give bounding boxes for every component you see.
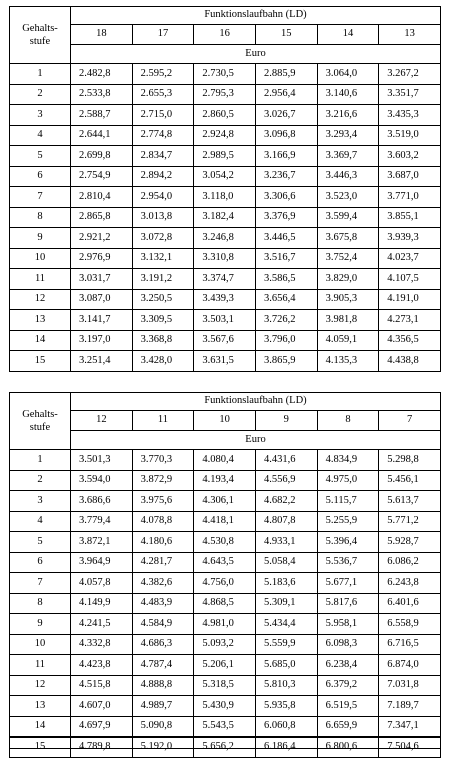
gehaltsstufe-cell: 5 [10,532,71,553]
salary-cell: 2.924,8 [194,125,256,146]
salary-cell: 3.779,4 [71,511,133,532]
salary-cell: 3.026,7 [255,105,317,126]
salary-cell: 6.874,0 [379,655,441,676]
salary-cell: 3.594,0 [71,470,133,491]
salary-cell: 3.599,4 [317,207,379,228]
table-row [10,351,441,372]
salary-cell: 4.431,6 [255,450,317,471]
salary-cell: 3.309,5 [132,310,194,331]
salary-cell: 6.238,4 [317,655,379,676]
salary-cell: 3.829,0 [317,269,379,290]
salary-cell: 4.438,8 [379,351,441,372]
table-body [10,450,441,758]
salary-cell: 2.865,8 [71,207,133,228]
salary-cell: 5.810,3 [255,675,317,696]
salary-cell: 3.872,9 [132,470,194,491]
salary-cell: 4.787,4 [132,655,194,676]
salary-cell: 4.686,3 [132,634,194,655]
column-header: 14 [317,25,379,45]
salary-cell: 5.309,1 [255,593,317,614]
salary-cell: 5.318,5 [194,675,256,696]
salary-cell: 3.166,9 [255,146,317,167]
salary-cell: 3.236,7 [255,166,317,187]
salary-cell: 2.588,7 [71,105,133,126]
salary-cell: 2.921,2 [71,228,133,249]
salary-cell: 6.086,2 [379,552,441,573]
table-row [10,470,441,491]
salary-cell: 6.519,5 [317,696,379,717]
gehaltsstufe-cell: 5 [10,146,71,167]
salary-cell: 3.631,5 [194,351,256,372]
gehaltsstufe-cell: 3 [10,491,71,512]
gehaltsstufe-cell: 6 [10,166,71,187]
salary-cell: 3.687,0 [379,166,441,187]
salary-cell: 4.682,2 [255,491,317,512]
salary-cell: 4.834,9 [317,450,379,471]
salary-cell: 3.428,0 [132,351,194,372]
gehaltsstufe-cell: 12 [10,675,71,696]
salary-cell: 4.306,1 [194,491,256,512]
table-row [10,330,441,351]
salary-cell: 2.754,9 [71,166,133,187]
salary-cell: 4.423,8 [71,655,133,676]
column-header: 17 [132,25,194,45]
table-row [10,187,441,208]
salary-cell: 2.715,0 [132,105,194,126]
salary-cell: 6.243,8 [379,573,441,594]
salary-cell: 4.241,5 [71,614,133,635]
table-row [10,491,441,512]
salary-cell: 4.789,8 [71,737,133,758]
gehaltsstufe-header: Gehalts- stufe [10,393,71,450]
salary-cell: 6.716,5 [379,634,441,655]
column-header: 13 [379,25,441,45]
salary-cell: 4.756,0 [194,573,256,594]
column-header: 8 [317,411,379,431]
gehaltsstufe-cell: 3 [10,105,71,126]
salary-cell: 2.989,5 [194,146,256,167]
table-row [10,634,441,655]
table-row [10,64,441,85]
salary-cell: 4.135,3 [317,351,379,372]
salary-cell: 3.796,0 [255,330,317,351]
salary-cell: 4.382,6 [132,573,194,594]
salary-cell: 7.347,1 [379,716,441,737]
table-row [10,289,441,310]
gehaltsstufe-cell: 11 [10,655,71,676]
salary-cell: 4.281,7 [132,552,194,573]
gehaltsstufe-header: Gehalts- stufe [10,7,71,64]
currency-header: Euro [71,431,441,450]
salary-cell: 4.888,8 [132,675,194,696]
group-header: Funktionslaufbahn (LD) [71,393,441,411]
salary-cell: 5.456,1 [379,470,441,491]
salary-cell: 3.118,0 [194,187,256,208]
next-table-edge [9,737,441,749]
gehaltsstufe-cell: 12 [10,289,71,310]
table-row [10,593,441,614]
salary-cell: 3.435,3 [379,105,441,126]
salary-cell: 6.098,3 [317,634,379,655]
salary-cell: 2.885,9 [255,64,317,85]
salary-cell: 6.558,9 [379,614,441,635]
salary-cell: 3.096,8 [255,125,317,146]
salary-cell: 3.964,9 [71,552,133,573]
table-row [10,450,441,471]
salary-cell: 3.567,6 [194,330,256,351]
salary-cell: 7.504,6 [379,737,441,758]
column-header: 7 [379,411,441,431]
table-row [10,532,441,553]
salary-cell: 3.141,7 [71,310,133,331]
salary-cell: 2.956,4 [255,84,317,105]
salary-cell: 2.954,0 [132,187,194,208]
salary-cell: 4.107,5 [379,269,441,290]
salary-cell: 3.446,5 [255,228,317,249]
salary-cell: 3.675,8 [317,228,379,249]
gehaltsstufe-cell: 11 [10,269,71,290]
column-header: 12 [71,411,133,431]
salary-cell: 5.677,1 [317,573,379,594]
salary-cell: 3.516,7 [255,248,317,269]
salary-cell: 3.439,3 [194,289,256,310]
table-row [10,614,441,635]
salary-cell: 4.023,7 [379,248,441,269]
salary-cell: 5.115,7 [317,491,379,512]
salary-cell: 5.928,7 [379,532,441,553]
salary-cell: 4.080,4 [194,450,256,471]
salary-cell: 3.939,3 [379,228,441,249]
table-row [10,166,441,187]
salary-cell: 3.368,8 [132,330,194,351]
salary-cell: 3.267,2 [379,64,441,85]
column-header: 9 [255,411,317,431]
salary-cell: 3.369,7 [317,146,379,167]
salary-cell: 4.807,8 [255,511,317,532]
gehaltsstufe-cell: 2 [10,84,71,105]
gehaltsstufe-cell: 8 [10,593,71,614]
salary-cell: 3.087,0 [71,289,133,310]
salary-cell: 5.559,9 [255,634,317,655]
gehaltsstufe-cell: 9 [10,614,71,635]
salary-cell: 2.730,5 [194,64,256,85]
salary-cell: 3.374,7 [194,269,256,290]
salary-cell: 4.356,5 [379,330,441,351]
salary-cell: 6.659,9 [317,716,379,737]
salary-cell: 3.770,3 [132,450,194,471]
currency-header: Euro [71,45,441,64]
salary-cell: 4.193,4 [194,470,256,491]
salary-cell: 5.192,0 [132,737,194,758]
salary-cell: 4.607,0 [71,696,133,717]
salary-cell: 2.482,8 [71,64,133,85]
gehaltsstufe-cell: 6 [10,552,71,573]
salary-cell: 3.872,1 [71,532,133,553]
salary-cell: 2.894,2 [132,166,194,187]
table-row [10,269,441,290]
salary-cell: 3.246,8 [194,228,256,249]
salary-cell: 5.771,2 [379,511,441,532]
table-row [10,716,441,737]
salary-cell: 5.396,4 [317,532,379,553]
table-row [10,248,441,269]
salary-cell: 3.191,2 [132,269,194,290]
salary-cell: 3.351,7 [379,84,441,105]
salary-table-2 [9,392,441,758]
column-header: 16 [194,25,256,45]
salary-cell: 3.013,8 [132,207,194,228]
table-row [10,573,441,594]
salary-cell: 3.501,3 [71,450,133,471]
salary-cell: 4.868,5 [194,593,256,614]
table-row [10,696,441,717]
salary-cell: 4.643,5 [194,552,256,573]
salary-cell: 4.975,0 [317,470,379,491]
salary-cell: 7.031,8 [379,675,441,696]
table-row [10,125,441,146]
table-body [10,64,441,372]
salary-cell: 3.855,1 [379,207,441,228]
salary-cell: 3.072,8 [132,228,194,249]
salary-cell: 6.060,8 [255,716,317,737]
salary-cell: 3.975,6 [132,491,194,512]
salary-cell: 2.774,8 [132,125,194,146]
gehaltsstufe-cell: 7 [10,187,71,208]
salary-cell: 6.379,2 [317,675,379,696]
salary-cell: 2.655,3 [132,84,194,105]
salary-cell: 3.586,5 [255,269,317,290]
salary-cell: 3.064,0 [317,64,379,85]
salary-cell: 3.197,0 [71,330,133,351]
salary-cell: 3.686,6 [71,491,133,512]
salary-cell: 4.332,8 [71,634,133,655]
salary-cell: 3.752,4 [317,248,379,269]
salary-cell: 3.216,6 [317,105,379,126]
salary-cell: 5.434,4 [255,614,317,635]
salary-cell: 2.834,7 [132,146,194,167]
salary-cell: 3.140,6 [317,84,379,105]
salary-cell: 2.533,8 [71,84,133,105]
salary-cell: 2.860,5 [194,105,256,126]
salary-cell: 3.251,4 [71,351,133,372]
table-row [10,105,441,126]
salary-cell: 3.376,9 [255,207,317,228]
table-header [10,393,441,450]
salary-cell: 2.795,3 [194,84,256,105]
salary-cell: 4.483,9 [132,593,194,614]
salary-cell: 2.699,8 [71,146,133,167]
salary-cell: 5.058,4 [255,552,317,573]
salary-cell: 3.306,6 [255,187,317,208]
salary-table-1 [9,6,441,372]
salary-cell: 5.183,6 [255,573,317,594]
salary-cell: 4.584,9 [132,614,194,635]
salary-cell: 7.189,7 [379,696,441,717]
table-row [10,228,441,249]
table-row [10,655,441,676]
salary-cell: 4.989,7 [132,696,194,717]
salary-cell: 3.603,2 [379,146,441,167]
column-header: 15 [255,25,317,45]
salary-cell: 3.054,2 [194,166,256,187]
table-row [10,310,441,331]
salary-cell: 5.206,1 [194,655,256,676]
gehaltsstufe-cell: 1 [10,450,71,471]
salary-cell: 4.180,6 [132,532,194,553]
gehaltsstufe-cell: 1 [10,64,71,85]
salary-cell: 3.519,0 [379,125,441,146]
salary-cell: 4.697,9 [71,716,133,737]
salary-cell: 3.503,1 [194,310,256,331]
gehaltsstufe-cell: 4 [10,511,71,532]
gehaltsstufe-cell: 13 [10,696,71,717]
column-header: 11 [132,411,194,431]
gehaltsstufe-cell: 15 [10,351,71,372]
group-header: Funktionslaufbahn (LD) [71,7,441,25]
salary-cell: 5.935,8 [255,696,317,717]
salary-cell: 3.981,8 [317,310,379,331]
gehaltsstufe-cell: 8 [10,207,71,228]
salary-cell: 6.401,6 [379,593,441,614]
table-row [10,675,441,696]
salary-cell: 6.800,6 [317,737,379,758]
salary-cell: 3.771,0 [379,187,441,208]
salary-cell: 5.536,7 [317,552,379,573]
salary-cell: 6.186,4 [255,737,317,758]
salary-cell: 2.976,9 [71,248,133,269]
salary-cell: 2.595,2 [132,64,194,85]
salary-cell: 3.523,0 [317,187,379,208]
table-row [10,511,441,532]
salary-cell: 5.298,8 [379,450,441,471]
table-row [10,207,441,228]
salary-cell: 3.132,1 [132,248,194,269]
salary-cell: 4.933,1 [255,532,317,553]
table-row [10,552,441,573]
gehaltsstufe-cell: 7 [10,573,71,594]
gehaltsstufe-cell: 14 [10,330,71,351]
table-row [10,84,441,105]
gehaltsstufe-cell: 15 [10,737,71,758]
salary-cell: 2.810,4 [71,187,133,208]
salary-cell: 4.191,0 [379,289,441,310]
salary-cell: 3.182,4 [194,207,256,228]
salary-cell: 5.685,0 [255,655,317,676]
salary-cell: 4.057,8 [71,573,133,594]
table-header [10,7,441,64]
salary-cell: 5.613,7 [379,491,441,512]
salary-cell: 5.817,6 [317,593,379,614]
salary-cell: 4.273,1 [379,310,441,331]
salary-cell: 4.981,0 [194,614,256,635]
salary-cell: 4.078,8 [132,511,194,532]
salary-cell: 5.543,5 [194,716,256,737]
salary-cell: 2.644,1 [71,125,133,146]
salary-cell: 3.250,5 [132,289,194,310]
salary-cell: 4.515,8 [71,675,133,696]
salary-cell: 3.031,7 [71,269,133,290]
gehaltsstufe-cell: 4 [10,125,71,146]
salary-cell: 5.656,2 [194,737,256,758]
salary-cell: 3.656,4 [255,289,317,310]
salary-cell: 4.149,9 [71,593,133,614]
salary-cell: 4.530,8 [194,532,256,553]
salary-cell: 3.310,8 [194,248,256,269]
gehaltsstufe-cell: 10 [10,248,71,269]
salary-cell: 3.726,2 [255,310,317,331]
gehaltsstufe-cell: 2 [10,470,71,491]
salary-cell: 5.430,9 [194,696,256,717]
salary-cell: 5.093,2 [194,634,256,655]
gehaltsstufe-cell: 13 [10,310,71,331]
gehaltsstufe-cell: 9 [10,228,71,249]
salary-cell: 4.556,9 [255,470,317,491]
salary-cell: 3.293,4 [317,125,379,146]
salary-cell: 5.090,8 [132,716,194,737]
salary-cell: 3.865,9 [255,351,317,372]
column-header: 10 [194,411,256,431]
salary-cell: 4.418,1 [194,511,256,532]
salary-cell: 3.905,3 [317,289,379,310]
salary-cell: 3.446,3 [317,166,379,187]
salary-cell: 5.255,9 [317,511,379,532]
gehaltsstufe-cell: 14 [10,716,71,737]
salary-cell: 4.059,1 [317,330,379,351]
salary-cell: 5.958,1 [317,614,379,635]
column-header: 18 [71,25,133,45]
table-row [10,146,441,167]
gehaltsstufe-cell: 10 [10,634,71,655]
